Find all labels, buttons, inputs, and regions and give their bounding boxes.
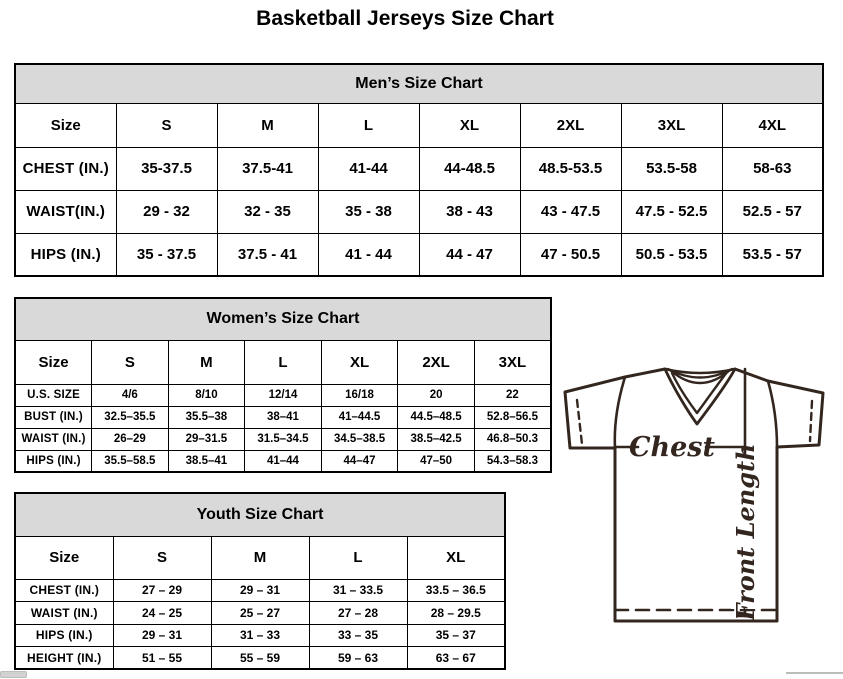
size-value-cell: 48.5-53.5 <box>520 147 621 190</box>
size-value-cell: 53.5-58 <box>621 147 722 190</box>
row-label: WAIST (IN.) <box>15 428 92 450</box>
size-value-cell: 46.8–50.3 <box>474 428 551 450</box>
size-value-cell: 35 – 37 <box>407 624 505 647</box>
chest-label: Chest <box>629 432 715 463</box>
size-value-cell: 51 – 55 <box>113 647 211 670</box>
size-value-cell: 20 <box>398 384 475 406</box>
size-value-cell: 29–31.5 <box>168 428 245 450</box>
row-label: CHEST (IN.) <box>15 579 113 602</box>
column-header: M <box>211 536 309 579</box>
front-length-label: Front Length <box>731 443 760 621</box>
size-value-cell: 38.5–42.5 <box>398 428 475 450</box>
column-header: S <box>113 536 211 579</box>
mens-size-table <box>14 63 824 277</box>
size-value-cell: 38 - 43 <box>419 190 520 233</box>
size-value-cell: 24 – 25 <box>113 602 211 625</box>
row-label: U.S. SIZE <box>15 384 92 406</box>
row-label: HIPS (IN.) <box>15 624 113 647</box>
size-value-cell: 22 <box>474 384 551 406</box>
size-value-cell: 58-63 <box>722 147 823 190</box>
table-row <box>15 147 823 190</box>
table-row <box>15 428 551 450</box>
size-value-cell: 16/18 <box>321 384 398 406</box>
jersey-measurement-diagram <box>556 358 841 628</box>
size-value-cell: 33.5 – 36.5 <box>407 579 505 602</box>
size-value-cell: 27 – 29 <box>113 579 211 602</box>
size-value-cell: 52.5 - 57 <box>722 190 823 233</box>
row-label: CHEST (IN.) <box>15 147 116 190</box>
column-header: 3XL <box>474 340 551 384</box>
size-value-cell: 31.5–34.5 <box>245 428 322 450</box>
column-header: S <box>116 103 217 147</box>
right-cuff-dashed-line <box>810 401 812 441</box>
size-value-cell: 28 – 29.5 <box>407 602 505 625</box>
size-value-cell: 41 - 44 <box>318 233 419 276</box>
size-value-cell: 33 – 35 <box>309 624 407 647</box>
size-value-cell: 31 – 33.5 <box>309 579 407 602</box>
table-row <box>15 624 505 647</box>
size-value-cell: 29 – 31 <box>211 579 309 602</box>
size-value-cell: 41–44 <box>245 450 322 472</box>
size-value-cell: 47 - 50.5 <box>520 233 621 276</box>
page-title: Basketball Jerseys Size Chart <box>256 7 554 30</box>
column-header: L <box>309 536 407 579</box>
size-value-cell: 53.5 - 57 <box>722 233 823 276</box>
column-header: Size <box>15 536 113 579</box>
size-value-cell: 35.5–38 <box>168 406 245 428</box>
size-value-cell: 54.3–58.3 <box>474 450 551 472</box>
left-cuff-dashed-line <box>577 400 582 444</box>
size-value-cell: 63 – 67 <box>407 647 505 670</box>
column-header: S <box>92 340 169 384</box>
column-header: Size <box>15 340 92 384</box>
size-value-cell: 55 – 59 <box>211 647 309 670</box>
size-value-cell: 35.5–58.5 <box>92 450 169 472</box>
size-value-cell: 44.5–48.5 <box>398 406 475 428</box>
column-header: 2XL <box>398 340 475 384</box>
size-value-cell: 41-44 <box>318 147 419 190</box>
size-value-cell: 44-48.5 <box>419 147 520 190</box>
table-row <box>15 602 505 625</box>
youth-size-table <box>14 492 506 670</box>
size-value-cell: 29 - 32 <box>116 190 217 233</box>
size-value-cell: 31 – 33 <box>211 624 309 647</box>
table-section-title: Women’s Size Chart <box>15 298 551 340</box>
size-value-cell: 4/6 <box>92 384 169 406</box>
column-header: XL <box>407 536 505 579</box>
size-value-cell: 35 - 38 <box>318 190 419 233</box>
horizontal-scrollbar-thumb[interactable] <box>0 671 27 678</box>
column-header: L <box>245 340 322 384</box>
size-value-cell: 59 – 63 <box>309 647 407 670</box>
size-value-cell: 41–44.5 <box>321 406 398 428</box>
column-header: XL <box>321 340 398 384</box>
size-value-cell: 35 - 37.5 <box>116 233 217 276</box>
size-value-cell: 50.5 - 53.5 <box>621 233 722 276</box>
table-row <box>15 233 823 276</box>
column-header: 4XL <box>722 103 823 147</box>
column-header: M <box>168 340 245 384</box>
size-value-cell: 25 – 27 <box>211 602 309 625</box>
table-row <box>15 450 551 472</box>
womens-size-table <box>14 297 552 473</box>
column-header: 3XL <box>621 103 722 147</box>
size-value-cell: 37.5 - 41 <box>217 233 318 276</box>
column-header: Size <box>15 103 116 147</box>
size-value-cell: 26–29 <box>92 428 169 450</box>
size-value-cell: 37.5-41 <box>217 147 318 190</box>
row-label: HIPS (IN.) <box>15 450 92 472</box>
size-value-cell: 43 - 47.5 <box>520 190 621 233</box>
size-value-cell: 32.5–35.5 <box>92 406 169 428</box>
size-value-cell: 47–50 <box>398 450 475 472</box>
table-row <box>15 384 551 406</box>
horizontal-scrollbar-track[interactable] <box>786 672 843 674</box>
column-header: XL <box>419 103 520 147</box>
column-header: L <box>318 103 419 147</box>
size-value-cell: 52.8–56.5 <box>474 406 551 428</box>
size-value-cell: 47.5 - 52.5 <box>621 190 722 233</box>
row-label: WAIST (IN.) <box>15 602 113 625</box>
row-label: WAIST(IN.) <box>15 190 116 233</box>
row-label: HEIGHT (IN.) <box>15 647 113 670</box>
table-section-title: Youth Size Chart <box>15 493 505 536</box>
row-label: BUST (IN.) <box>15 406 92 428</box>
column-header: M <box>217 103 318 147</box>
size-value-cell: 38–41 <box>245 406 322 428</box>
size-value-cell: 29 – 31 <box>113 624 211 647</box>
size-value-cell: 44 - 47 <box>419 233 520 276</box>
size-value-cell: 34.5–38.5 <box>321 428 398 450</box>
size-value-cell: 12/14 <box>245 384 322 406</box>
size-value-cell: 8/10 <box>168 384 245 406</box>
size-value-cell: 32 - 35 <box>217 190 318 233</box>
table-row <box>15 647 505 670</box>
column-header: 2XL <box>520 103 621 147</box>
size-value-cell: 38.5–41 <box>168 450 245 472</box>
size-value-cell: 35-37.5 <box>116 147 217 190</box>
row-label: HIPS (IN.) <box>15 233 116 276</box>
table-row <box>15 190 823 233</box>
table-row <box>15 579 505 602</box>
size-value-cell: 44–47 <box>321 450 398 472</box>
table-section-title: Men’s Size Chart <box>15 64 823 103</box>
size-value-cell: 27 – 28 <box>309 602 407 625</box>
table-row <box>15 406 551 428</box>
